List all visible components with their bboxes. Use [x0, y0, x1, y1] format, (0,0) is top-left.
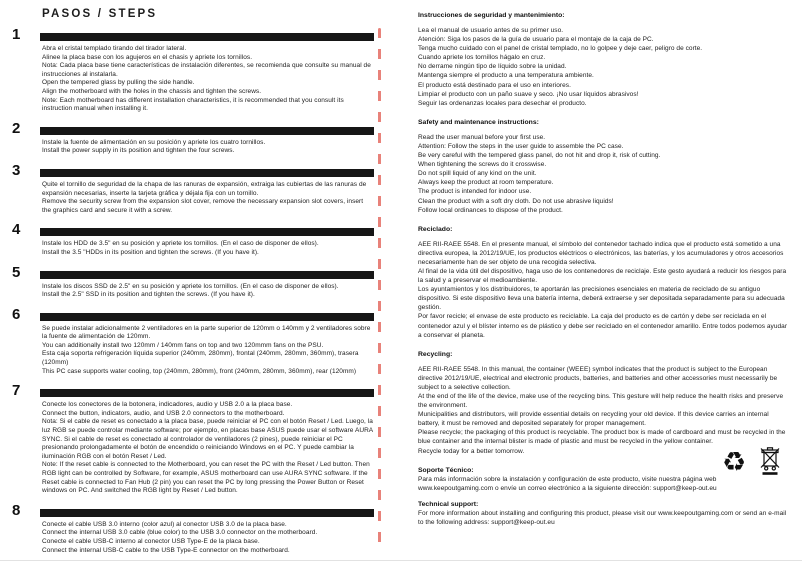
- step-text: [42, 45, 374, 114]
- weee-bin-icon: [758, 445, 782, 477]
- step-text: [42, 240, 374, 257]
- section-paragraph: For more information about installing and configuring this product, please visit our www.keepoutgaming.com or send an e-mail to the following address: support@keep-out.eu: [418, 509, 787, 526]
- section-paragraph: Limpiar el producto con un paño suave y seco. ¡No usar líquidos abrasivos!: [418, 90, 639, 98]
- section-paragraph: Do not spill liquid of any kind on the unit.: [418, 170, 537, 178]
- step: [12, 503, 374, 555]
- step-bar: [40, 228, 374, 236]
- step-text: [42, 283, 374, 300]
- step-text-line: Install the 2.5" SSD in its position and tighten the screws. (If you have it).: [42, 291, 255, 299]
- page-title: PASOS / STEPS: [42, 8, 158, 20]
- section-paragraph: Please recycle; the packaging of this product is recyclable. The product box is made of cardboard and must be recycled in the blue container and the internal blister is made of plastic and must be recycled in the yellow container.: [418, 429, 786, 446]
- step-text-line: Connect the internal USB-C cable to the USB Type-E connector on the motherboard.: [42, 546, 290, 554]
- step-number: 8: [12, 501, 20, 519]
- step: [12, 265, 374, 300]
- step-text-line: Conecte el cable USB-C interno al conector USB Type-E de la placa base.: [42, 537, 260, 545]
- step-text-line: Alinee la placa base con los agujeros en el chasis y apriete los tornillos.: [42, 53, 253, 61]
- step-text-line: Quite el tornillo de seguridad de la chapa de las ranuras de expansión, extraiga las cubiertas de las ranuras de expansión necesarias, inserte la tarjeta gráfica y déjala fija con un tornillo.: [42, 180, 367, 197]
- section-paragraph: Seguir las ordenanzas locales para desechar el producto.: [418, 99, 587, 107]
- section-paragraph: No derrame ningún tipo de líquido sobre la unidad.: [418, 63, 567, 71]
- step-bar: [40, 271, 374, 279]
- section-paragraph: At the end of the life of the device, make use of the recycling bins. This gesture will help reduce the health risks and preserve the environment.: [418, 393, 784, 410]
- step-text-line: Instale los discos SSD de 2.5" en su posición y apriete los tornillos. (En el caso de disponer de ellos).: [42, 282, 339, 290]
- step-text: [42, 521, 374, 555]
- section-paragraph: Clean the product with a soft dry cloth. Do not use abrasive liquids!: [418, 197, 614, 205]
- section-paragraph: Follow local ordinances to dispose of the product.: [418, 206, 563, 214]
- step-bar: [40, 127, 374, 135]
- step-text-line: You can additionally install two 120mm / 140mm fans on top and two 120mmm fans on the PSU.: [42, 341, 324, 349]
- section-paragraph: Los ayuntamientos y los distribuidores, te aportarán las precisiones esenciales en materia de reciclado de su antiguo dispositivo. Si este dispositivo lleva una batería interna, deberá extraerse y ser depositada separadamente para su adecuada gestión.: [418, 286, 785, 312]
- recycle-icon: ♻: [722, 447, 747, 478]
- step-number: 4: [12, 221, 20, 239]
- step-header: [12, 382, 374, 400]
- step-text-line: Remove the security screw from the expansion slot cover, remove the necessary expansion slot covers, insert the graphics card and secure it with a screw.: [42, 198, 364, 214]
- step-text: [42, 401, 374, 496]
- section-heading: Safety and maintenance instructions:: [418, 118, 539, 126]
- step: [12, 383, 374, 496]
- page-bottom-edge: [0, 560, 802, 561]
- step-text: [42, 181, 374, 215]
- step-number: 3: [12, 161, 20, 179]
- step-text-line: Nota: Si el cable de reset es conectado a la placa base, puede reiniciar el PC con el botón Reset / Led. Luego, la luz RGB se puede controlar mediante software; por ejemplo, en placas base ASUS puede usar el software AURA SYNC. Si el cable de reset es conectado al controlador de ventiladores (2 pines), puede reiniciar el PC presionando prolongadamente el botón de encendido o reiniciando Windows en el PC. Y puede cambiar la iluminación RGB con el botón Reset / Led.: [42, 418, 373, 460]
- section-paragraph: El producto está destinado para el uso en interiores.: [418, 81, 571, 89]
- step-header: [12, 163, 374, 177]
- section-paragraph: AEE RII-RAEE 5548. En el presente manual, el símbolo del contenedor tachado indica que el producto está sometido a una directiva europea, la 2012/19/UE, los productos eléctricos o electrónicos, las baterías, y los acumuladores y otros accesorios necesariamente han de ser objeto de una recogida selectiva.: [418, 240, 784, 266]
- section-paragraph: Tenga mucho cuidado con el panel de cristal templado, no lo golpee y deje caer, peligro de corte.: [418, 45, 703, 53]
- step-text-line: Install the power supply in its position and tighten the four screws.: [42, 147, 235, 155]
- steps-list: [12, 27, 374, 555]
- section-paragraph: Mantenga siempre el producto a una temperatura ambiente.: [418, 72, 594, 80]
- cut-line-divider: [378, 28, 381, 550]
- step-number: 5: [12, 263, 20, 281]
- section-heading: Instrucciones de seguridad y mantenimiento:: [418, 12, 565, 19]
- section-heading: Recycling:: [418, 350, 453, 358]
- section: [418, 226, 790, 340]
- step: [12, 27, 374, 114]
- section-paragraph: AEE RII-RAEE 5548. In this manual, the container (WEEE) symbol indicates that the product is subject to the European directive 2012/19/UE, electrical and electronic products, batteries, and batteries and other accessories must necessarily be subject to a selective collection.: [418, 365, 778, 391]
- step-text-line: Instale la fuente de alimentación en su posición y apriete los cuatro tornillos.: [42, 138, 266, 146]
- step-text-line: Conecte los conectores de la botonera, indicadores, audio y USB 2.0 a la placa base.: [42, 401, 293, 409]
- section-paragraph: Al final de la vida útil del dispositivo, haga uso de los contenedores de reciclaje. Este gesto ayudará a reducir los riesgos para la salud y a preservar el medioambiente.: [418, 267, 787, 285]
- section-paragraph: Attention: Follow the steps in the user guide to assemble the PC case.: [418, 142, 624, 150]
- step-text-line: Note: Each motherboard has different installation characteristics, it is recommended that you consult its instruction manual when installing it.: [42, 96, 344, 113]
- step-text-line: This PC case supports water cooling, top (240mm, 280mm), front (240mm, 280mm, 360mm), rear (120mm): [42, 367, 357, 375]
- step-bar: [40, 509, 374, 517]
- step-bar: [40, 169, 374, 177]
- step-number: 2: [12, 119, 20, 137]
- section: [418, 501, 790, 527]
- step-number: 7: [12, 382, 20, 400]
- step-text-line: Abra el cristal templado tirando del tirador lateral.: [42, 45, 187, 52]
- step-text-line: Open the tempered glass by pulling the side handle.: [42, 79, 195, 87]
- section: [418, 351, 790, 456]
- recycling-icons: [722, 445, 788, 487]
- step-text-line: Conecte el cable USB 3.0 interno (color azul) al conector USB 3.0 de la placa base.: [42, 520, 287, 528]
- step-header: [12, 503, 374, 517]
- section-heading: Soporte Técnico:: [418, 466, 474, 474]
- section-paragraph: The product is intended for indoor use.: [418, 188, 532, 196]
- section-paragraph: Por favor recicle; el envase de este producto es reciclable. La caja del producto es de cartón y debe ser reciclada en el contenedor azul y el blíster interno es de plástico y debe ser reciclado en el contenedor amarillo. Entre todos podemos ayudar a conservar el planeta.: [418, 313, 788, 339]
- section-heading: Reciclado:: [418, 225, 453, 233]
- section-paragraph: Cuando apriete los tornillos hágalo en cruz.: [418, 54, 546, 62]
- step: [12, 121, 374, 156]
- step-text-line: Install the 3.5 "HDDs in its position and tighten the screws. (If you have it).: [42, 248, 259, 256]
- step-text-line: Se puede instalar adicionalmente 2 ventiladores en la parte superior de 120mm o 140mm y 2 ventiladores sobre la fuente de alimentación de 120mm.: [42, 324, 371, 341]
- step-header: [12, 265, 374, 279]
- step-text-line: Nota: Cada placa base tiene características de instalación diferentes, se recomienda que consulte su manual de instrucciones al instalarla.: [42, 62, 371, 78]
- section-paragraph: Lea el manual de usuario antes de su primer uso.: [418, 27, 564, 34]
- step-text-line: Note: If the reset cable is connected to the Motherboard, you can reset the PC with the Reset / Led button. Then RGB light can be controlled by Software, for example, ASUS motherboard can use AURA SYNC software. If the Reset cable is connected to Fan Hub (2 pin) you can reset the PC by long pressing the Power Button or Reset windows on PC. And switched the RGB light by Reset / Led button.: [42, 461, 370, 495]
- section-paragraph: Municipalities and distributors, will provide essential details on recycling your old device. If this device carries an internal battery, it must be removed and deposited separately for proper management.: [418, 411, 769, 428]
- section: [418, 12, 790, 108]
- step-text-line: Esta caja soporta refrigeración líquida superior (240mm, 280mm), frontal (240mm, 280mm, 360mm), trasera (120mm): [42, 350, 359, 367]
- step: [12, 307, 374, 377]
- step-bar: [40, 33, 374, 41]
- step-bar: [40, 389, 374, 397]
- step-header: [12, 27, 374, 41]
- step-text-line: Connect the button, indicators, audio, and USB 2.0 connectors to the motherboard.: [42, 409, 285, 417]
- step-bar: [40, 313, 374, 321]
- step-header: [12, 307, 374, 321]
- step-text-line: Align the motherboard with the holes in the chassis and tighten the screws.: [42, 87, 262, 95]
- section-paragraph: Para más información sobre la instalación y configuración de este producto, visite nuestra página web www.keepoutgaming.com o envíe un correo electrónico a la siguiente dirección: support@keep-out.eu: [418, 475, 717, 492]
- section: [418, 119, 790, 215]
- step-text-line: Connect the internal USB 3.0 cable (blue color) to the USB 3.0 connector on the motherboard.: [42, 529, 318, 537]
- section-paragraph: Always keep the product at room temperature.: [418, 179, 554, 187]
- section-paragraph: Recycle today for a better tomorrow.: [418, 447, 525, 455]
- step-header: [12, 221, 374, 239]
- step: [12, 222, 374, 257]
- section-paragraph: Be very careful with the tempered glass panel, do not hit and drop it, risk of cutting.: [418, 152, 661, 160]
- step-text-line: Instale los HDD de 3.5" en su posición y apriete los tornillos. (En el caso de disponer de ellos).: [42, 240, 319, 248]
- section-paragraph: Read the user manual before your first use.: [418, 133, 546, 141]
- steps-column: [12, 8, 374, 555]
- step-text: [42, 139, 374, 156]
- section-heading: Technical support:: [418, 500, 479, 508]
- step-number: 6: [12, 305, 20, 323]
- step: [12, 163, 374, 215]
- section-paragraph: When tightening the screws do it crosswise.: [418, 161, 547, 169]
- step-number: 1: [12, 26, 20, 43]
- section-paragraph: Atención: Siga los pasos de la guía de usuario para el montaje de la caja de PC.: [418, 36, 654, 44]
- step-text: [42, 325, 374, 377]
- step-header: [12, 121, 374, 135]
